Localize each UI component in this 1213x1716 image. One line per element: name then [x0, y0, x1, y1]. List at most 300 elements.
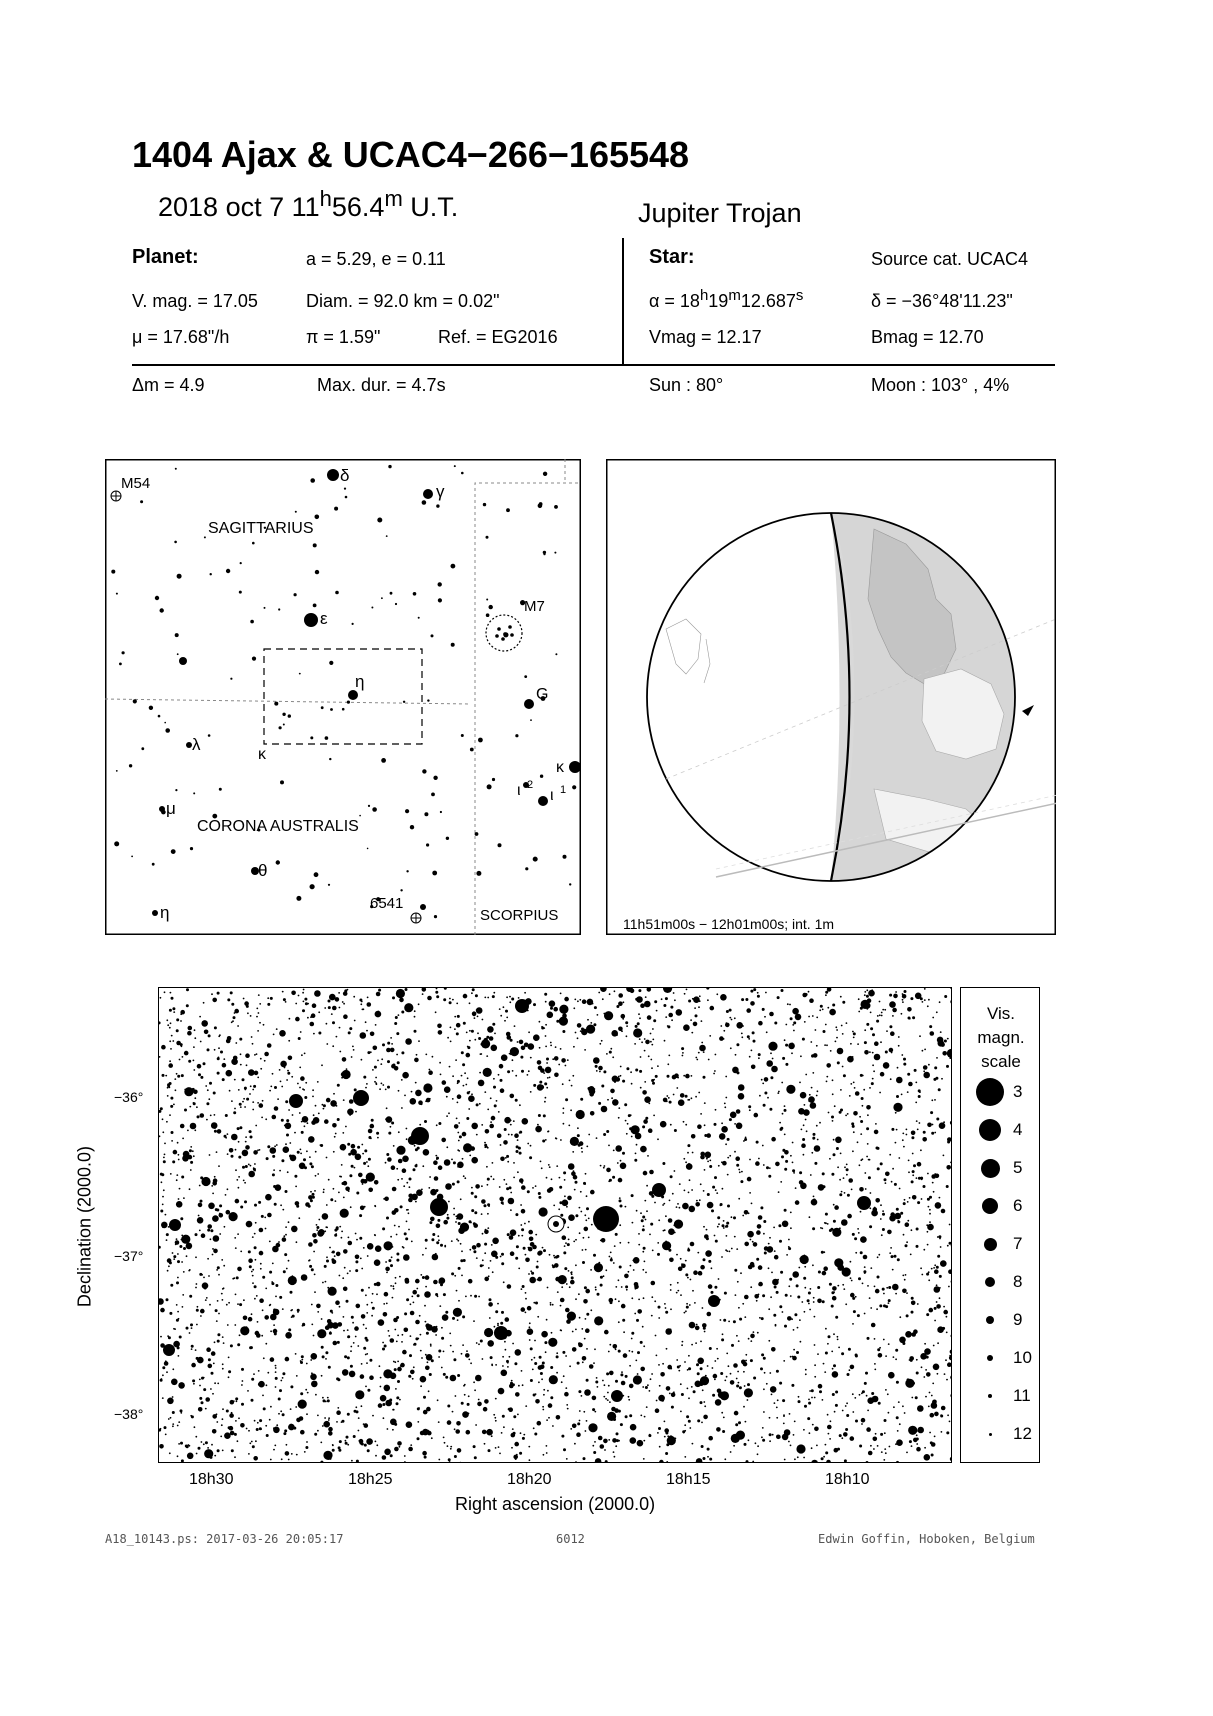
- field-star: [326, 1256, 328, 1258]
- field-star: [162, 1397, 164, 1399]
- field-star: [917, 1201, 920, 1204]
- field-star: [328, 1366, 331, 1369]
- field-star: [517, 1139, 519, 1141]
- field-star: [425, 1239, 428, 1242]
- field-star: [236, 1276, 239, 1279]
- field-star: [280, 1204, 282, 1206]
- field-star: [388, 1330, 390, 1332]
- finder-bright-star: [152, 910, 158, 916]
- field-star: [302, 1009, 305, 1012]
- field-star: [172, 1252, 174, 1254]
- field-star: [868, 1159, 870, 1161]
- field-star: [400, 1363, 405, 1368]
- field-star: [365, 1354, 367, 1356]
- field-star: [465, 1296, 467, 1298]
- field-star: [450, 1448, 452, 1450]
- field-star: [734, 1151, 736, 1153]
- field-star: [264, 1217, 266, 1219]
- field-star: [248, 1164, 250, 1166]
- field-star: [341, 1164, 343, 1166]
- field-star: [946, 1165, 951, 1170]
- field-star: [743, 1140, 745, 1142]
- field-star: [812, 1072, 814, 1074]
- field-star: [750, 1334, 755, 1339]
- field-star: [521, 1209, 526, 1214]
- m7-member-star: [508, 625, 512, 629]
- field-star: [714, 1379, 716, 1381]
- field-star: [468, 1095, 475, 1102]
- field-star: [425, 1321, 427, 1323]
- field-star: [345, 1214, 347, 1216]
- field-star: [587, 1019, 589, 1021]
- field-star: [801, 1129, 803, 1131]
- field-star: [327, 1458, 329, 1460]
- field-star: [625, 1285, 628, 1288]
- field-star: [385, 1118, 387, 1120]
- field-star: [560, 1048, 562, 1050]
- field-star: [390, 1419, 397, 1426]
- field-star: [825, 1328, 827, 1330]
- field-star: [835, 1041, 837, 1043]
- field-star: [382, 1403, 385, 1406]
- field-star: [786, 1085, 795, 1094]
- x-tick-2: 18h25: [348, 1471, 393, 1488]
- field-star: [926, 1356, 929, 1359]
- field-star: [459, 1135, 462, 1138]
- detail-field-box: [264, 649, 422, 744]
- finder-star: [506, 508, 510, 512]
- field-star: [182, 1294, 184, 1296]
- finder-chart: [105, 459, 581, 935]
- field-star: [458, 1300, 460, 1302]
- field-star: [210, 1115, 212, 1117]
- field-star: [166, 1371, 168, 1373]
- legend-dot: [988, 1394, 992, 1398]
- field-star: [503, 1006, 505, 1008]
- field-star: [556, 1165, 558, 1167]
- legend-dot: [976, 1078, 1004, 1106]
- legend-dot: [986, 1316, 994, 1324]
- field-star: [927, 1005, 929, 1007]
- field-star: [817, 1299, 822, 1304]
- field-star: [724, 1458, 726, 1460]
- field-star: [846, 1414, 849, 1417]
- field-star: [589, 1364, 594, 1369]
- field-star: [217, 1072, 220, 1075]
- field-star: [170, 1097, 173, 1100]
- field-star: [384, 1345, 387, 1348]
- field-star: [312, 1193, 315, 1196]
- field-star: [593, 1023, 596, 1026]
- field-star: [792, 1162, 794, 1164]
- field-star: [729, 1251, 731, 1253]
- field-star: [797, 1296, 800, 1299]
- field-star: [911, 1297, 914, 1300]
- field-star: [625, 1120, 627, 1122]
- field-star: [665, 1016, 667, 1018]
- field-star: [590, 1190, 595, 1195]
- field-star: [393, 1145, 395, 1147]
- field-star: [207, 1258, 209, 1260]
- field-star: [254, 1204, 257, 1207]
- field-star: [796, 1351, 799, 1354]
- field-star: [946, 1185, 949, 1188]
- field-star: [687, 1152, 689, 1154]
- field-star: [306, 1441, 308, 1443]
- field-star: [518, 1385, 520, 1387]
- field-star: [934, 1269, 939, 1274]
- field-star: [486, 1055, 488, 1057]
- field-star: [864, 1266, 866, 1268]
- field-star: [643, 1225, 645, 1227]
- field-star: [620, 1373, 623, 1376]
- field-star: [775, 1325, 777, 1327]
- field-star: [237, 1267, 242, 1272]
- field-star: [300, 1430, 305, 1435]
- field-star: [707, 1193, 710, 1196]
- field-star: [874, 1130, 879, 1135]
- field-star: [865, 1188, 867, 1190]
- field-star: [885, 1452, 887, 1454]
- field-star: [162, 1074, 165, 1077]
- field-star: [740, 1272, 742, 1274]
- field-star: [546, 1087, 548, 1089]
- field-star: [934, 1286, 941, 1293]
- finder-star: [208, 734, 211, 737]
- field-star: [824, 1371, 826, 1373]
- field-star: [593, 1254, 596, 1257]
- field-star: [899, 1423, 901, 1425]
- field-star: [159, 1110, 161, 1113]
- field-star: [515, 1392, 520, 1397]
- field-star: [491, 1244, 493, 1246]
- field-star: [207, 1089, 209, 1091]
- field-star: [372, 1307, 375, 1310]
- field-star: [902, 1139, 904, 1141]
- field-star: [923, 1376, 925, 1378]
- field-star: [252, 1275, 254, 1277]
- field-star: [210, 1388, 212, 1390]
- field-star: [439, 1062, 441, 1064]
- field-star: [238, 1417, 240, 1419]
- field-star: [916, 1443, 918, 1445]
- field-star: [422, 1254, 424, 1256]
- field-star: [723, 1227, 725, 1229]
- field-star: [703, 1190, 705, 1192]
- finder-star: [288, 714, 291, 717]
- field-star: [733, 1216, 736, 1219]
- field-star: [637, 1373, 639, 1375]
- field-star: [276, 1028, 278, 1030]
- field-star: [432, 1233, 435, 1236]
- field-star: [285, 1332, 292, 1339]
- field-star: [781, 1155, 784, 1158]
- field-star: [907, 1073, 910, 1076]
- field-star: [425, 1286, 427, 1288]
- field-star: [173, 1341, 180, 1348]
- field-star: [949, 1242, 952, 1245]
- field-star: [745, 1360, 747, 1362]
- field-star: [755, 1442, 757, 1444]
- field-star: [197, 1064, 202, 1069]
- field-star: [902, 993, 904, 995]
- field-star: [478, 1296, 480, 1298]
- field-star: [231, 1155, 234, 1158]
- field-star: [255, 1440, 257, 1442]
- field-star: [487, 1213, 489, 1215]
- field-star: [722, 1333, 724, 1335]
- field-star: [762, 1294, 765, 1297]
- field-star: [310, 1199, 313, 1202]
- star-source: Source cat. UCAC4: [871, 249, 1029, 269]
- field-star: [550, 1304, 552, 1306]
- field-star: [238, 1176, 240, 1178]
- field-star: [521, 1228, 524, 1231]
- field-bright-star: [289, 1094, 303, 1108]
- field-star: [944, 995, 947, 998]
- field-star: [323, 1108, 325, 1110]
- field-star: [599, 1043, 601, 1045]
- field-star: [672, 1075, 677, 1080]
- field-star: [336, 1252, 341, 1257]
- field-star: [455, 1395, 457, 1397]
- field-star: [176, 1018, 179, 1021]
- field-star: [332, 1444, 334, 1446]
- field-star: [391, 1165, 396, 1170]
- field-star: [647, 1384, 649, 1386]
- field-star: [780, 1128, 783, 1131]
- field-star: [642, 1216, 645, 1219]
- field-star: [507, 1366, 509, 1368]
- field-star: [216, 1421, 218, 1423]
- field-star: [525, 1254, 527, 1256]
- field-star: [216, 1151, 218, 1153]
- field-star: [852, 1150, 854, 1152]
- field-star: [700, 1113, 702, 1115]
- field-star: [237, 1025, 239, 1027]
- field-star: [177, 1260, 180, 1263]
- field-star: [200, 1076, 203, 1079]
- field-star: [609, 1179, 612, 1182]
- field-star: [428, 1070, 433, 1075]
- field-star: [445, 1311, 448, 1314]
- field-star: [586, 1379, 589, 1382]
- field-star: [387, 1157, 392, 1162]
- field-star: [639, 1017, 641, 1019]
- field-star: [351, 1165, 354, 1168]
- field-star: [895, 991, 897, 993]
- field-star: [530, 1347, 533, 1350]
- field-star: [179, 1245, 182, 1248]
- field-star: [299, 1112, 301, 1114]
- field-star: [342, 1420, 345, 1423]
- field-star: [400, 1205, 403, 1208]
- field-star: [584, 1338, 586, 1340]
- field-star: [889, 1154, 891, 1156]
- field-star: [778, 1436, 781, 1439]
- field-star: [437, 1024, 442, 1029]
- field-star: [300, 1392, 303, 1395]
- field-star: [893, 1356, 895, 1358]
- field-star: [788, 1239, 790, 1241]
- field-star: [915, 993, 922, 1000]
- field-star: [685, 1260, 687, 1262]
- field-star: [173, 1258, 175, 1260]
- field-star: [497, 1324, 499, 1326]
- field-star: [741, 1036, 743, 1038]
- field-star: [561, 1058, 566, 1063]
- field-star: [613, 1150, 615, 1152]
- field-star: [756, 1141, 759, 1144]
- field-star: [512, 1059, 514, 1061]
- field-star: [630, 989, 632, 991]
- field-star: [169, 1312, 172, 1315]
- field-star: [843, 1074, 846, 1077]
- field-star: [358, 1173, 363, 1178]
- field-star: [524, 1223, 526, 1225]
- finder-star: [335, 591, 339, 595]
- field-star: [787, 1003, 789, 1005]
- finder-star: [451, 643, 455, 647]
- field-star: [912, 1174, 914, 1176]
- field-star: [361, 1314, 366, 1319]
- field-star: [286, 1444, 288, 1446]
- field-star: [530, 1242, 535, 1247]
- field-star: [648, 1434, 651, 1437]
- field-star: [562, 1200, 569, 1207]
- field-star: [516, 1245, 519, 1248]
- field-star: [605, 1398, 607, 1400]
- field-star: [928, 1206, 930, 1208]
- finder-star: [347, 701, 350, 704]
- field-star: [191, 1348, 193, 1350]
- field-star: [933, 1191, 935, 1193]
- field-star: [507, 1161, 509, 1163]
- field-star: [267, 1145, 270, 1148]
- field-star: [261, 1335, 263, 1337]
- field-star: [528, 1070, 530, 1072]
- field-star: [215, 1208, 218, 1211]
- field-star: [544, 1082, 547, 1085]
- field-star: [190, 1161, 193, 1164]
- field-star: [577, 1127, 579, 1129]
- field-star: [486, 1429, 493, 1436]
- field-star: [370, 1032, 375, 1037]
- field-star: [743, 1364, 745, 1366]
- field-star: [273, 1449, 275, 1451]
- finder-star: [175, 633, 179, 637]
- field-star: [318, 1032, 321, 1035]
- field-star: [741, 998, 744, 1001]
- field-star: [466, 1032, 468, 1034]
- field-star: [374, 1205, 376, 1207]
- field-star: [429, 1069, 431, 1071]
- field-star: [524, 992, 526, 994]
- field-star: [671, 1019, 673, 1021]
- field-star: [481, 1213, 483, 1215]
- field-star: [867, 1285, 869, 1287]
- finder-star: [405, 809, 409, 813]
- field-star: [429, 1176, 431, 1178]
- field-star: [498, 1388, 505, 1395]
- field-star: [686, 1163, 693, 1170]
- direction-arrow: [1022, 705, 1034, 716]
- field-star: [190, 1323, 193, 1326]
- field-star: [928, 1064, 930, 1066]
- field-star: [190, 1123, 197, 1130]
- field-star: [911, 1136, 914, 1139]
- field-star: [473, 1223, 478, 1228]
- field-star: [502, 1415, 505, 1418]
- field-star: [519, 1040, 524, 1045]
- field-star: [172, 1040, 174, 1042]
- field-star: [667, 1025, 670, 1028]
- field-star: [915, 1102, 917, 1104]
- field-star: [618, 1300, 620, 1302]
- field-star: [361, 1268, 363, 1270]
- field-star: [270, 1330, 272, 1332]
- field-star: [718, 1223, 720, 1225]
- field-star: [709, 1165, 712, 1168]
- field-star: [413, 1302, 415, 1304]
- field-star: [522, 1437, 525, 1440]
- field-star: [254, 1285, 257, 1288]
- field-star: [571, 1273, 573, 1275]
- field-star: [363, 1162, 366, 1165]
- field-star: [595, 1286, 597, 1288]
- field-star: [207, 1224, 212, 1229]
- field-star: [889, 1001, 896, 1008]
- field-star: [785, 1160, 788, 1163]
- field-star: [457, 1080, 460, 1083]
- field-star: [286, 1268, 288, 1270]
- field-star: [167, 1270, 169, 1272]
- field-star: [519, 1132, 521, 1134]
- field-star: [946, 1379, 948, 1381]
- field-star: [259, 1251, 264, 1256]
- field-star: [776, 1407, 778, 1409]
- field-star: [941, 1078, 943, 1080]
- field-star: [356, 1239, 358, 1241]
- field-star: [320, 1461, 323, 1463]
- field-star: [874, 1286, 876, 1288]
- field-star: [648, 1055, 650, 1057]
- field-star: [802, 1138, 805, 1141]
- field-star: [631, 1136, 633, 1138]
- field-star: [285, 1100, 288, 1103]
- field-star: [860, 1211, 862, 1213]
- field-star: [804, 1021, 806, 1023]
- field-star: [415, 1090, 422, 1097]
- field-star: [337, 1118, 340, 1121]
- field-star: [714, 1360, 716, 1362]
- field-star: [775, 1162, 780, 1167]
- field-star: [500, 1157, 505, 1162]
- field-star: [814, 1397, 816, 1399]
- field-star: [234, 1079, 236, 1081]
- field-star: [855, 1252, 857, 1254]
- field-star: [325, 1401, 327, 1403]
- field-star: [686, 989, 688, 991]
- field-star: [387, 1428, 389, 1430]
- field-star: [166, 1019, 168, 1021]
- field-star: [588, 1237, 590, 1239]
- field-star: [178, 1443, 180, 1445]
- field-star: [630, 1265, 632, 1267]
- field-star: [731, 1248, 733, 1250]
- field-star: [912, 1016, 915, 1019]
- field-star: [734, 1269, 737, 1272]
